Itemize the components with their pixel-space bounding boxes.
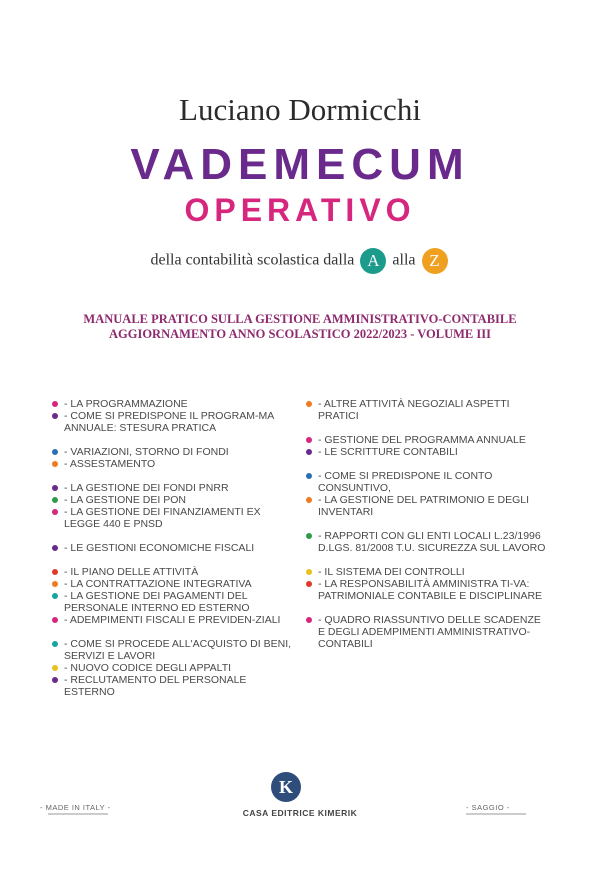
contents-item-text: - LA RESPONSABILITÀ AMMINISTRA TI-VA: PATRIMONIALE CONTABILE E DISCIPLINARE <box>318 578 543 602</box>
contents-item <box>306 398 546 422</box>
contents-item <box>306 530 546 554</box>
contents-item-text: - COME SI PREDISPONE IL PROGRAM-MA ANNUALE: STESURA PRATICA <box>64 410 274 434</box>
title-line-1: VADEMECUM <box>130 140 470 189</box>
bullet-dot-icon <box>306 401 312 407</box>
bullet-dot-icon <box>306 437 312 443</box>
contents-group <box>52 398 292 434</box>
subtitle-prefix: della contabilità scolastica dalla <box>150 251 355 269</box>
contents-item <box>52 662 292 674</box>
contents-item-text: - ALTRE ATTIVITÀ NEGOZIALI ASPETTI PRATICI <box>318 398 510 422</box>
contents-item <box>306 578 546 602</box>
contents-item <box>306 566 546 578</box>
bullet-dot-icon <box>306 497 312 503</box>
contents-item <box>306 494 546 518</box>
bullet-dot-icon <box>306 569 312 575</box>
contents-item-text: - LA GESTIONE DEI PAGAMENTI DEL PERSONALE INTERNO ED ESTERNO <box>64 590 250 614</box>
contents-item <box>52 638 292 662</box>
contents-item-text: - GESTIONE DEL PROGRAMMA ANNUALE <box>318 434 526 446</box>
bullet-dot-icon <box>52 545 58 551</box>
made-in-italy-label: - MADE IN ITALY - <box>40 803 111 812</box>
bullet-dot-icon <box>306 581 312 587</box>
contents-group <box>52 638 292 698</box>
contents-item <box>52 590 292 614</box>
contents-item <box>306 434 546 446</box>
bullet-dot-icon <box>306 617 312 623</box>
contents-group <box>306 470 546 518</box>
contents-item <box>52 458 292 470</box>
bullet-dot-icon <box>52 641 58 647</box>
contents-item-text: - IL SISTEMA DEI CONTROLLI <box>318 566 465 578</box>
bullet-dot-icon <box>52 581 58 587</box>
contents-group <box>306 614 546 650</box>
author-name: Luciano Dormicchi <box>179 92 421 127</box>
contents-item-text: - ASSESTAMENTO <box>64 458 156 470</box>
contents-item <box>306 446 546 458</box>
contents-item <box>52 614 292 626</box>
contents-item <box>52 566 292 578</box>
contents-group <box>52 542 292 554</box>
contents-item-text: - COME SI PROCEDE ALL'ACQUISTO DI BENI, SERVIZI E LAVORI <box>64 638 292 662</box>
contents-item <box>52 410 292 434</box>
contents-item-text: - LA GESTIONE DEI FONDI PNRR <box>64 482 229 494</box>
contents-item-text: - LE SCRITTURE CONTABILI <box>318 446 458 458</box>
bullet-dot-icon <box>52 449 58 455</box>
contents-item <box>52 446 292 458</box>
contents-item <box>306 470 546 494</box>
bullet-dot-icon <box>52 509 58 515</box>
contents-item-text: - QUADRO RIASSUNTIVO DELLE SCADENZE E DEGLI ADEMPIMENTI AMMINISTRATIVO-CONTABILI <box>318 614 541 650</box>
contents-item-text: - COME SI PREDISPONE IL CONTO CONSUNTIVO, <box>318 470 493 494</box>
contents-group <box>306 566 546 602</box>
subtitle-middle: alla <box>392 251 416 269</box>
bullet-dot-icon <box>52 593 58 599</box>
bullet-dot-icon <box>52 461 58 467</box>
contents-item <box>52 578 292 590</box>
bullet-dot-icon <box>52 617 58 623</box>
contents-item-text: - ADEMPIMENTI FISCALI E PREVIDEN-ZIALI <box>64 614 281 626</box>
contents-item <box>306 614 546 650</box>
contents-item-text: - RECLUTAMENTO DEL PERSONALE ESTERNO <box>64 674 247 698</box>
contents-item-text: - LA GESTIONE DEI PON <box>64 494 186 506</box>
contents-group <box>306 530 546 554</box>
contents-item <box>52 398 292 410</box>
contents-group <box>52 566 292 626</box>
bullet-dot-icon <box>52 485 58 491</box>
contents-item-text: - VARIAZIONI, STORNO DI FONDI <box>64 446 229 458</box>
contents-item-text: - NUOVO CODICE DEGLI APPALTI <box>64 662 232 674</box>
contents-left-column <box>52 398 292 710</box>
bullet-dot-icon <box>306 533 312 539</box>
contents-group <box>52 446 292 470</box>
contents-item <box>52 494 292 506</box>
letter-a-badge: A <box>360 248 386 274</box>
contents-item-text: - LA PROGRAMMAZIONE <box>64 398 188 410</box>
letter-z-badge: Z <box>422 248 448 274</box>
bullet-dot-icon <box>306 473 312 479</box>
contents-item-text: - LE GESTIONI ECONOMICHE FISCALI <box>64 542 255 554</box>
subtitle <box>0 248 600 274</box>
bullet-dot-icon <box>52 413 58 419</box>
contents-item-text: - LA GESTIONE DEL PATRIMONIO E DEGLI INVENTARI <box>318 494 530 518</box>
manual-line: MANUALE PRATICO SULLA GESTIONE AMMINISTRATIVO-CONTABILE <box>83 312 517 326</box>
publisher-logo: K <box>271 772 301 802</box>
contents-item <box>52 482 292 494</box>
manual-description <box>0 312 600 342</box>
contents-group <box>306 434 546 458</box>
contents-item <box>52 506 292 530</box>
contents-group <box>52 482 292 530</box>
publisher-name: CASA EDITRICE KIMERIK <box>242 808 358 818</box>
title-line-2: OPERATIVO <box>184 192 416 228</box>
contents-item <box>52 542 292 554</box>
bullet-dot-icon <box>52 677 58 683</box>
bullet-dot-icon <box>306 449 312 455</box>
contents-right-column <box>306 398 546 662</box>
bullet-dot-icon <box>52 401 58 407</box>
contents-item-text: - LA CONTRATTAZIONE INTEGRATIVA <box>64 578 252 590</box>
bullet-dot-icon <box>52 665 58 671</box>
saggio-label: - SAGGIO - <box>466 803 510 812</box>
manual-line: AGGIORNAMENTO ANNO SCOLASTICO 2022/2023 - VOLUME III <box>109 327 491 341</box>
contents-item <box>52 674 292 698</box>
bullet-dot-icon <box>52 569 58 575</box>
divider <box>466 813 526 815</box>
contents-group <box>306 398 546 422</box>
bullet-dot-icon <box>52 497 58 503</box>
contents-item-text: - IL PIANO DELLE ATTIVITÀ <box>64 566 199 578</box>
contents-item-text: - LA GESTIONE DEI FINANZIAMENTI EX LEGGE 440 E PNSD <box>64 506 261 530</box>
contents-item-text: - RAPPORTI CON GLI ENTI LOCALI L.23/1996 D.LGS. 81/2008 T.U. SICUREZZA SUL LAVORO <box>318 530 546 554</box>
